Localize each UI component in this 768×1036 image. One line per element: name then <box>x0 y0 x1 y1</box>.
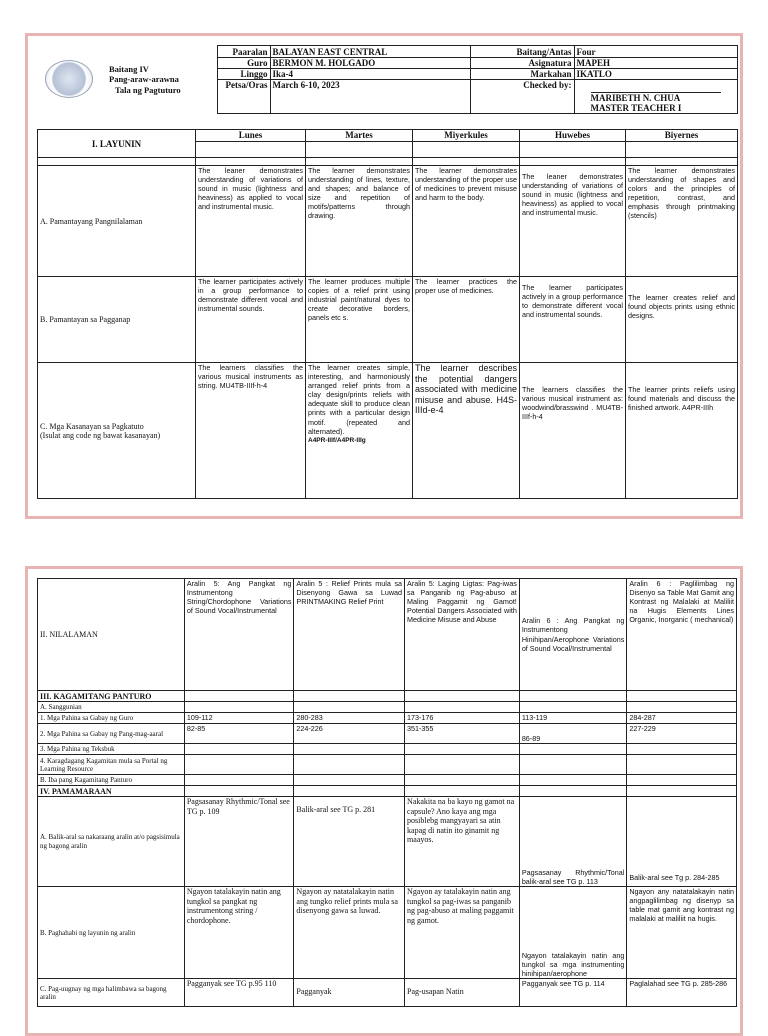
cell: 113-119 <box>519 713 627 724</box>
cell-text: The learner creates simple, interesting, and harmoniously arranged relief prints from a clay design/prints reliefs with adequate skill to produce clean prints with a particular design motif. (repeated and alternated). <box>308 363 410 436</box>
cell: 227-229 <box>627 724 737 744</box>
markahan-label: Markahan <box>470 69 574 80</box>
day-header-lunes: Lunes <box>196 130 306 142</box>
row-label: B. Paghahabi ng layunin ng aralin <box>38 887 185 979</box>
cell-code: A4PR-IIIf/A4PR-IIIg <box>308 436 366 444</box>
cell: The learner participates actively in a group performance to demonstrate different vocal and instrumental sounds. <box>196 277 306 363</box>
paaralan-value: BALAYAN EAST CENTRAL <box>270 46 470 58</box>
checked-block <box>574 80 737 114</box>
header-table <box>37 45 738 114</box>
cell: The learner participates actively in a group performance to demonstrate different vocal and instrumental sounds. <box>520 277 626 363</box>
cell: Balik-aral see Tg p. 284-285 <box>627 797 737 887</box>
day-header-martes: Martes <box>306 130 413 142</box>
cell: Paglalahad see TG p. 285-286 <box>627 979 737 1007</box>
row-sublabel: (Isulat ang code ng bawat kasanayan) <box>40 430 161 440</box>
nilalaman-table <box>37 578 737 1007</box>
row-label-pamantayan-sa-pagganap: B. Pamantayan sa Pagganap <box>38 277 196 363</box>
day-header-huwebes: Huwebes <box>520 130 626 142</box>
cell: Ngayon ay tatalakayin natin ang tungkol sa pag-iwas sa panganib ng pag-abuso at maling paggamit ng gamot. <box>405 887 520 979</box>
cell: The learner describes the potential dangers associated with medicine misuse and abuse. H4S-IIId-e-4 <box>413 363 520 499</box>
cell: Pagganyak <box>294 979 405 1007</box>
cell: Aralin 6 : Paglilimbag ng Disenyo sa Table Mat Gamit ang Kontrast ng Malalaki at Maliliit na Hugis Elements Lines Organic, Inorganic ( mechanical) <box>627 579 737 691</box>
cell: Aralin 6 : Ang Pangkat ng Instrumentong Hinihipan/Aerophone Variations of Sound Vocal/Instrumental <box>519 579 627 691</box>
cell: 284-287 <box>627 713 737 724</box>
layunin-table <box>37 129 738 499</box>
cell: The learner prints reliefs using found materials and discuss the finished artwork. A4PR-IIIh <box>626 363 738 499</box>
cell <box>306 363 413 499</box>
cell: Pagsasanay Rhythmic/Tonal balik-aral see TG p. 113 <box>519 797 627 887</box>
baitang-label: Baitang/Antas <box>470 46 574 58</box>
petsa-label: Petsa/Oras <box>217 80 270 114</box>
cell: 351-355 <box>405 724 520 744</box>
nilalaman-title: II. NILALAMAN <box>38 579 185 691</box>
cell: 109-112 <box>184 713 294 724</box>
header-logo-cell <box>37 46 217 114</box>
guro-value: BERMON M. HOLGADO <box>270 58 470 69</box>
cell: 224-226 <box>294 724 405 744</box>
cell: Ngayon tatalakayin natin ang tungkol sa mga instrumenting hinihipan/aerophone <box>519 887 627 979</box>
checked-name: MARIBETH N. CHUA <box>590 93 681 103</box>
cell: 173-176 <box>405 713 520 724</box>
pamamaraan-title: IV. PAMAMARAAN <box>38 786 185 797</box>
cell: The learner creates relief and found objects prints using ethnic designs. <box>626 277 738 363</box>
cell: Pag-usapan Natin <box>405 979 520 1007</box>
linggo-label: Linggo <box>217 69 270 80</box>
cell: The learner demonstrates understanding of shapes and colors and the principles of repetition, contrast, and emphasis through printmaking (stencils) <box>626 166 738 277</box>
cell: The leaner demonstrates understanding of variations of sound in music (lightness and heaviness) as applied to vocal and instrumental music. <box>520 166 626 277</box>
row-label-text: C. Mga Kasanayan sa Pagkatuto <box>40 421 144 431</box>
cell: The learner demonstrates understanding of the proper use of medicines to prevent misuse and harm to the body. <box>413 166 520 277</box>
row-label: 1. Mga Pahina sa Gabay ng Guro <box>38 713 185 724</box>
row-label: A. Balik-aral sa nakaraang aralin at/o pagsisimula ng bagong aralin <box>38 797 185 887</box>
asignatura-label: Asignatura <box>470 58 574 69</box>
cell: Ngayon ay natatalakayin natin ang tungko relief prints mula sa disenyong gawa sa luwad. <box>294 887 405 979</box>
checked-title: MASTER TEACHER I <box>590 103 682 113</box>
cell: 86-89 <box>519 724 627 744</box>
linggo-value: Ika-4 <box>270 69 470 80</box>
row-label: A. Sanggunian <box>38 702 185 713</box>
doc-title: Baitang IV Pang-araw-arawna Tala ng Pagtuturo <box>109 63 181 95</box>
markahan-value: IKATLO <box>574 69 737 80</box>
cell: Pagsasanay Rhythmic/Tonal see TG p. 109 <box>184 797 294 887</box>
baitang-value: Four <box>574 46 737 58</box>
page-2 <box>25 566 743 1036</box>
day-header-biyernes: Biyernes <box>626 130 738 142</box>
paaralan-label: Paaralan <box>217 46 270 58</box>
row-label: 4. Karagdagang Kagamitan mula sa Portal ng Learning Resource <box>38 755 185 775</box>
cell: Aralin 5: Ang Pangkat ng Instrumentong String/Chordophone Variations of Sound Vocal/Instrumental <box>184 579 294 691</box>
cell: Aralin 5: Laging Ligtas: Pag-iwas sa Panganib ng Pag-abuso at Maling Paggamit ng Gamot! Potential Dangers Associated with Medicine Misuse and Abuse <box>405 579 520 691</box>
cell: The learners classifies the various musical instrument as: woodwind/brasswind . MU4TB-IIIf-h-4 <box>520 363 626 499</box>
deped-seal-icon <box>45 60 93 98</box>
row-label: C. Pag-uugnay ng mga halimbawa sa bagong aralin <box>38 979 185 1007</box>
cell: Ngayon tatalakayin natin ang tungkol sa pangkat ng instrumentong string / chordophone. <box>184 887 294 979</box>
cell: The learner produces multiple copies of a relief print using industrial paint/natural dyes to create decorative borders, panels etc s. <box>306 277 413 363</box>
day-header-miyerkules: Miyerkules <box>413 130 520 142</box>
cell: Pagganyak see TG p. 114 <box>519 979 627 1007</box>
row-label-pamantayang-pangnilalaman: A. Pamantayang Pangnilalaman <box>38 166 196 277</box>
checked-label: Checked by: <box>470 80 574 114</box>
cell: The learners classifies the various musical instruments as string. MU4TB-IIIf-h-4 <box>196 363 306 499</box>
cell: 280-283 <box>294 713 405 724</box>
row-label: 3. Mga Pahina ng Teksbuk <box>38 744 185 755</box>
guro-label: Guro <box>217 58 270 69</box>
cell: 82-85 <box>184 724 294 744</box>
cell: The learner demonstrates understanding of lines, texture, and shapes; and balance of size and repetition of motifs/patterns through drawing. <box>306 166 413 277</box>
petsa-value: March 6-10, 2023 <box>270 80 470 114</box>
asignatura-value: MAPEH <box>574 58 737 69</box>
cell: Aralin 5 : Relief Prints mula sa Disenyong Gawa sa Luwad PRINTMAKING Relief Print <box>294 579 405 691</box>
cell: The leaner demonstrates understanding of variations of sound in music (lightness and heaviness) as applied to vocal and instrumental music. <box>196 166 306 277</box>
row-label: 2. Mga Pahina sa Gabay ng Pang-mag-aaral <box>38 724 185 744</box>
layunin-title: I. LAYUNIN <box>38 130 196 158</box>
row-label: B. Iba pang Kagamitang Panturo <box>38 775 185 786</box>
kagamitan-title: III. KAGAMITANG PANTURO <box>38 691 185 702</box>
page-1 <box>25 33 743 519</box>
row-label-mga-kasanayan <box>38 363 196 499</box>
cell: Ngayon any natatalakayin natin angpaglilimbag ng disenyp sa table mat gamit ang kontrast ng malalaki at maliliit na hugis. <box>627 887 737 979</box>
cell: Nakakita na ba kayo ng gamot na capsule? Ano kaya ang mga posiblebg mangyayari sa atin kapag di natin ito ginamit ng maayos. <box>405 797 520 887</box>
cell: Balik-aral see TG p. 281 <box>294 797 405 887</box>
cell: Pagganyak see TG p.95 110 <box>184 979 294 1007</box>
cell: The learner practices the proper use of medicines. <box>413 277 520 363</box>
